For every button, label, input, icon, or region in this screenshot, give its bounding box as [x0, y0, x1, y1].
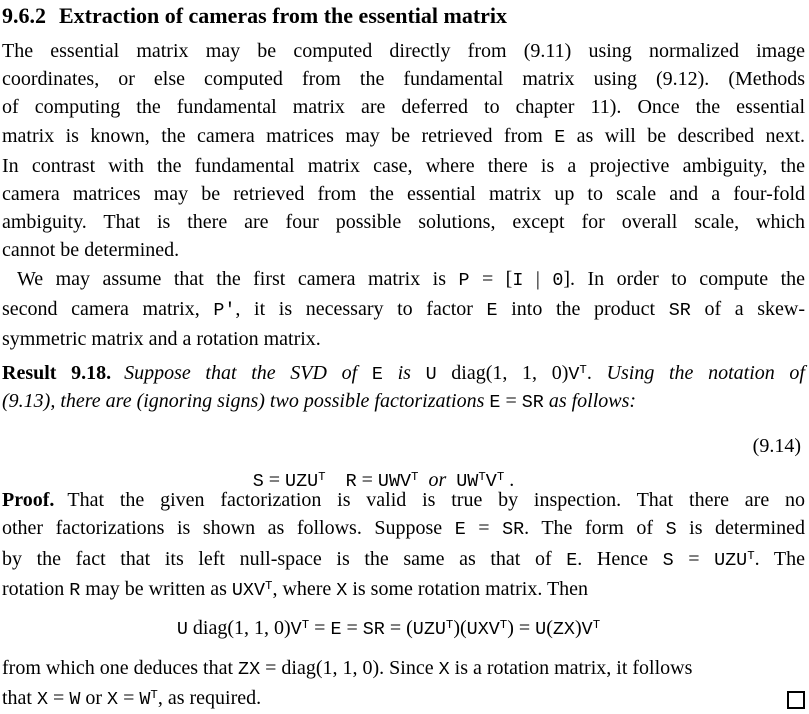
proof-equation: U diag(1, 1, $0)V^T = E$ = SR = $(UZU^T)(UXV^T) = U(ZX)V^T$: [176, 617, 601, 641]
text-line: Result 9.18. Suppose that the SVD of E is U diag(1, 1, $0)V^T$. Using the notation of: [2, 362, 805, 386]
text-line: of computing the fundamental matrix are deferred to chapter 11). Once the essential: [2, 96, 805, 119]
equation-number: (9.14): [752, 435, 801, 458]
equation-9-14: [2, 429, 805, 493]
section-heading: 9.6.2 Extraction of cameras from the essential matrix: [2, 3, 508, 28]
equation-9-14-formula: $S = UZU^T$ $R = UWV^T$ or $UW^TV^T$ .: [252, 469, 515, 493]
closing-lines: [2, 654, 805, 684]
text-line: other factorizations is shown as follows. Suppose E = SR. The form of S is determined: [2, 517, 805, 541]
closing-paragraph: [2, 654, 805, 714]
closing-last-line: [2, 684, 805, 714]
text-line: from which one deduces that ZX = diag(1, 1, 0). Since X is a rotation matrix, it follows: [2, 657, 693, 681]
text-line: Proof. That the given factorization is valid is true by inspection. That there are no: [2, 489, 805, 512]
text-line: second camera matrix, P′, it is necessary to factor E into the product SR of a skew-: [2, 297, 805, 321]
assume-paragraph: [2, 265, 805, 354]
text-line: coordinates, or else computed from the fundamental matrix using (9.12). (Methods: [2, 68, 805, 91]
text-line: cannot be determined.: [2, 239, 180, 262]
text-line: (9.13), there are (ignoring signs) two possible factorizations E = SR as follows:: [2, 390, 637, 414]
closing-last-text: that X = W or $X = W^T$, as required.: [2, 687, 262, 711]
result-statement: [2, 360, 805, 416]
qed-box: [787, 691, 805, 709]
text-line: rotation R may be written as $UXV^T$, where X is some rotation matrix. Then: [2, 577, 589, 601]
text-line: by the fact that its left null-space is the same as that of E. Hence $S = UZU^T$. The: [2, 547, 805, 571]
text-line: We may assume that the first camera matrix is P = [I | 0]. In order to compute the: [17, 267, 806, 291]
text-line: ambiguity. That is there are four possible solutions, except for overall scale, which: [2, 211, 805, 234]
text-line: symmetric matrix and a rotation matrix.: [2, 328, 321, 351]
intro-paragraph: [2, 37, 805, 265]
text-line: The essential matrix may be computed directly from (9.11) using normalized image: [2, 40, 805, 62]
text-line: In contrast with the fundamental matrix case, where there is a projective ambiguity, the: [2, 154, 805, 177]
text-line: matrix is known, the camera matrices may be retrieved from E as will be described next.: [2, 124, 805, 148]
proof-paragraph: [2, 486, 805, 605]
text-line: camera matrices may be retrieved from the essential matrix up to scale and a four-fold: [2, 183, 805, 206]
